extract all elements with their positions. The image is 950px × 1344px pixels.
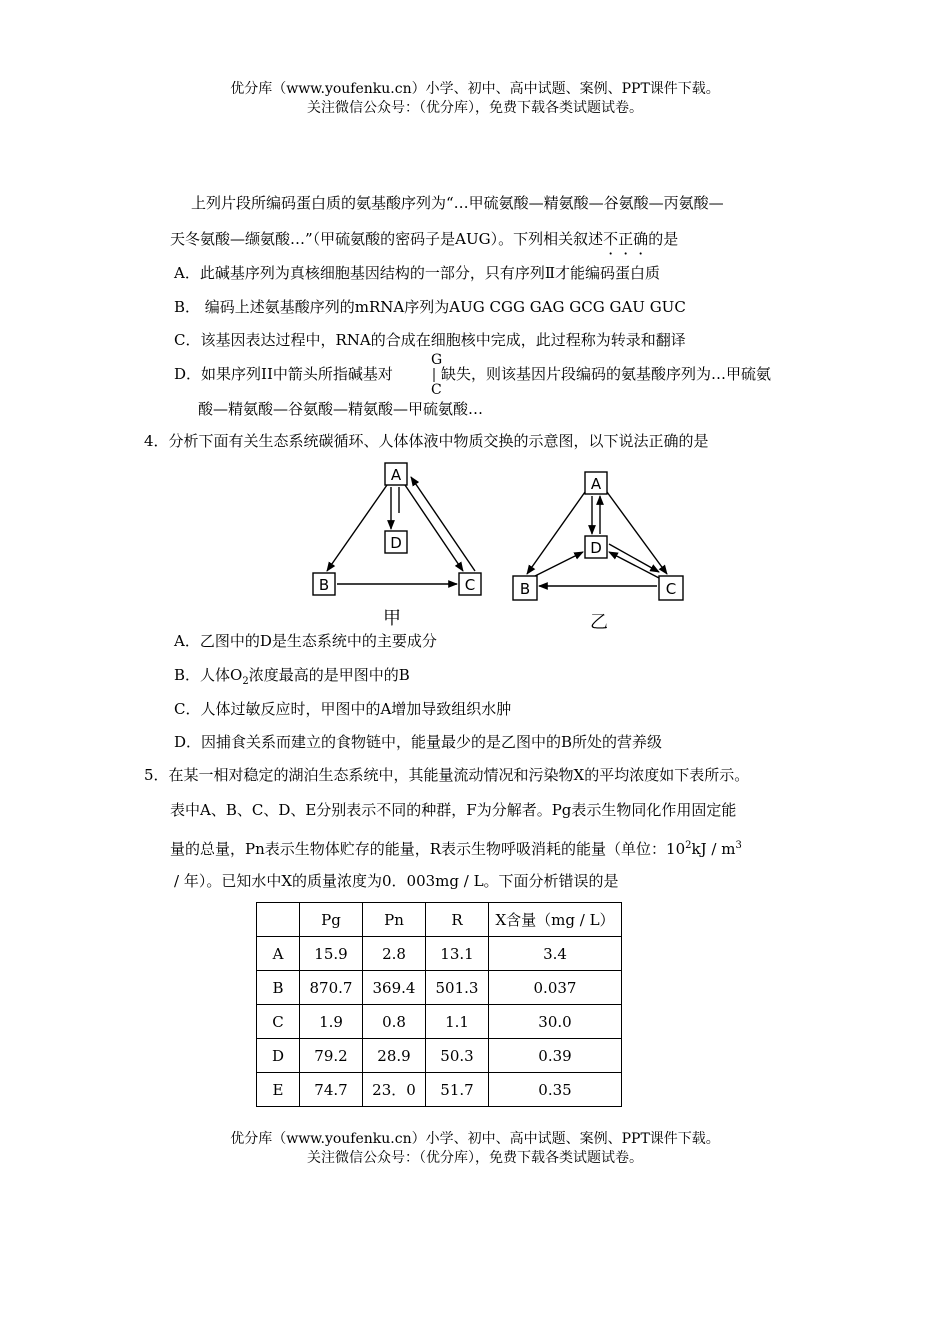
diagram-yi xyxy=(505,462,695,607)
q5-stem3-mid: kJ / m xyxy=(691,840,736,858)
table-cell: 50.3 xyxy=(426,1039,489,1073)
emphasis-char-1: 不 xyxy=(603,230,619,248)
table-cell: 369.4 xyxy=(363,971,426,1005)
q3-stem-line1: 上列片段所编码蛋白质的氨基酸序列为“…甲硫氨酸—精氨酸—谷氨酸—丙氨酸— xyxy=(191,194,724,212)
footer-line-2: 关注微信公众号：（优分库），免费下载各类试题试卷。 xyxy=(307,1150,643,1166)
q3-stem-line2 xyxy=(170,229,678,249)
q3-option-d-pre: D．如果序列II中箭头所指碱基对 xyxy=(174,365,393,383)
jia-node-b: B xyxy=(318,576,330,594)
q4-stem: 4．分析下面有关生态系统碳循环、人体体液中物质交换的示意图，以下说法正确的是 xyxy=(144,432,709,450)
table-cell: 0.8 xyxy=(363,1005,426,1039)
table-cell: 1.9 xyxy=(300,1005,363,1039)
jia-node-c: C xyxy=(464,576,476,594)
q5-stem3-sup2: 3 xyxy=(735,840,742,851)
table-cell: 1.1 xyxy=(426,1005,489,1039)
q4-option-b-sub: 2 xyxy=(242,676,249,687)
table-row xyxy=(257,971,622,1005)
emphasis-char-2: 正 xyxy=(618,230,634,248)
table-cell: 0.35 xyxy=(489,1073,622,1107)
table-cell: 79.2 xyxy=(300,1039,363,1073)
diagram-jia xyxy=(305,455,505,605)
table-cell: E xyxy=(257,1073,300,1107)
q3-stem2-post: 的是 xyxy=(648,230,679,248)
table-cell: 0.39 xyxy=(489,1039,622,1073)
table-cell: 2.8 xyxy=(363,937,426,971)
table-row xyxy=(257,1039,622,1073)
yi-node-d: D xyxy=(590,539,602,557)
header-line-2: 关注微信公众号：（优分库），免费下载各类试题试卷。 xyxy=(307,100,643,116)
base-pair-bond xyxy=(431,368,441,382)
diagram-yi-caption: 乙 xyxy=(590,612,608,633)
yi-node-b: B xyxy=(519,580,531,598)
q3-option-b: B． 编码上述氨基酸序列的mRNA序列为AUG CGG GAG GCG GAU GUC xyxy=(174,298,686,316)
table-cell: 30.0 xyxy=(489,1005,622,1039)
jia-node-a: A xyxy=(390,466,402,484)
table-cell: 13.1 xyxy=(426,937,489,971)
q3-option-a: A．此碱基序列为真核细胞基因结构的一部分，只有序列Ⅱ才能编码蛋白质 xyxy=(174,264,661,282)
table-row xyxy=(257,937,622,971)
q5-stem-line4: / 年）。已知水中X的质量浓度为0．003mg / L。下面分析错误的是 xyxy=(174,872,619,890)
table-header: Pg xyxy=(300,903,363,937)
q4-option-b-post: 浓度最高的是甲图中的B xyxy=(248,666,410,684)
base-pair-g: G xyxy=(431,352,443,368)
energy-table xyxy=(256,902,622,1107)
table-cell: 15.9 xyxy=(300,937,363,971)
table-header: R xyxy=(426,903,489,937)
header-line-1: 优分库（www.youfenku.cn）小学、初中、高中试题、案例、PPT课件下载。 xyxy=(230,81,720,97)
table-header-row xyxy=(257,903,622,937)
table-cell: B xyxy=(257,971,300,1005)
q3-option-c: C．该基因表达过程中，RNA的合成在细胞核中完成，此过程称为转录和翻译 xyxy=(174,331,686,349)
q4-option-c: C．人体过敏反应时，甲图中的A增加导致组织水肿 xyxy=(174,700,512,718)
table-cell: 870.7 xyxy=(300,971,363,1005)
q4-option-d: D．因捕食关系而建立的食物链中，能量最少的是乙图中的B所处的营养级 xyxy=(174,733,663,751)
table-cell: 0.037 xyxy=(489,971,622,1005)
q5-stem-line2: 表中A、B、C、D、E分别表示不同的种群，F为分解者。Pg表示生物同化作用固定能 xyxy=(170,801,737,819)
table-cell: 28.9 xyxy=(363,1039,426,1073)
table-header: X含量（mg / L） xyxy=(489,903,622,937)
yi-node-a: A xyxy=(590,475,602,493)
emphasis-char-3: 确 xyxy=(633,230,649,248)
table-cell: 3.4 xyxy=(489,937,622,971)
q5-stem3-sup: 2 xyxy=(685,840,692,851)
q3-option-d-cont: 酸—精氨酸—谷氨酸—精氨酸—甲硫氨酸… xyxy=(198,400,484,418)
q5-stem-line3 xyxy=(170,836,742,859)
table-cell: D xyxy=(257,1039,300,1073)
table-cell: 23．0 xyxy=(363,1073,426,1107)
table-row xyxy=(257,1073,622,1107)
q3-option-d-post: 缺失，则该基因片段编码的氨基酸序列为…甲硫氨 xyxy=(441,365,772,383)
table-cell: C xyxy=(257,1005,300,1039)
table-header: Pn xyxy=(363,903,426,937)
footer-line-1: 优分库（www.youfenku.cn）小学、初中、高中试题、案例、PPT课件下载。 xyxy=(230,1131,720,1147)
jia-node-d: D xyxy=(390,534,402,552)
q4-option-b-pre: B．人体O xyxy=(174,666,243,684)
diagram-jia-caption: 甲 xyxy=(383,608,401,629)
table-cell: 74.7 xyxy=(300,1073,363,1107)
q5-stem3-pre: 量的总量，Pn表示生物体贮存的能量，R表示生物呼吸消耗的能量（单位：10 xyxy=(170,840,686,858)
page-header xyxy=(0,80,950,118)
q4-option-b xyxy=(174,665,410,692)
q5-stem-line1: 5．在某一相对稳定的湖泊生态系统中，其能量流动情况和污染物X的平均浓度如下表所示。 xyxy=(144,766,750,784)
table-cell: 51.7 xyxy=(426,1073,489,1107)
table-header xyxy=(257,903,300,937)
base-pair-c: C xyxy=(431,382,442,398)
page-footer xyxy=(0,1130,950,1168)
q3-stem2-pre: 天冬氨酸—缬氨酸…”（甲硫氨酸的密码子是AUG）。下列相关叙述 xyxy=(170,230,604,248)
table-cell: 501.3 xyxy=(426,971,489,1005)
yi-node-c: C xyxy=(665,580,677,598)
table-row xyxy=(257,1005,622,1039)
table-cell: A xyxy=(257,937,300,971)
q4-option-a: A．乙图中的D是生态系统中的主要成分 xyxy=(174,632,437,650)
